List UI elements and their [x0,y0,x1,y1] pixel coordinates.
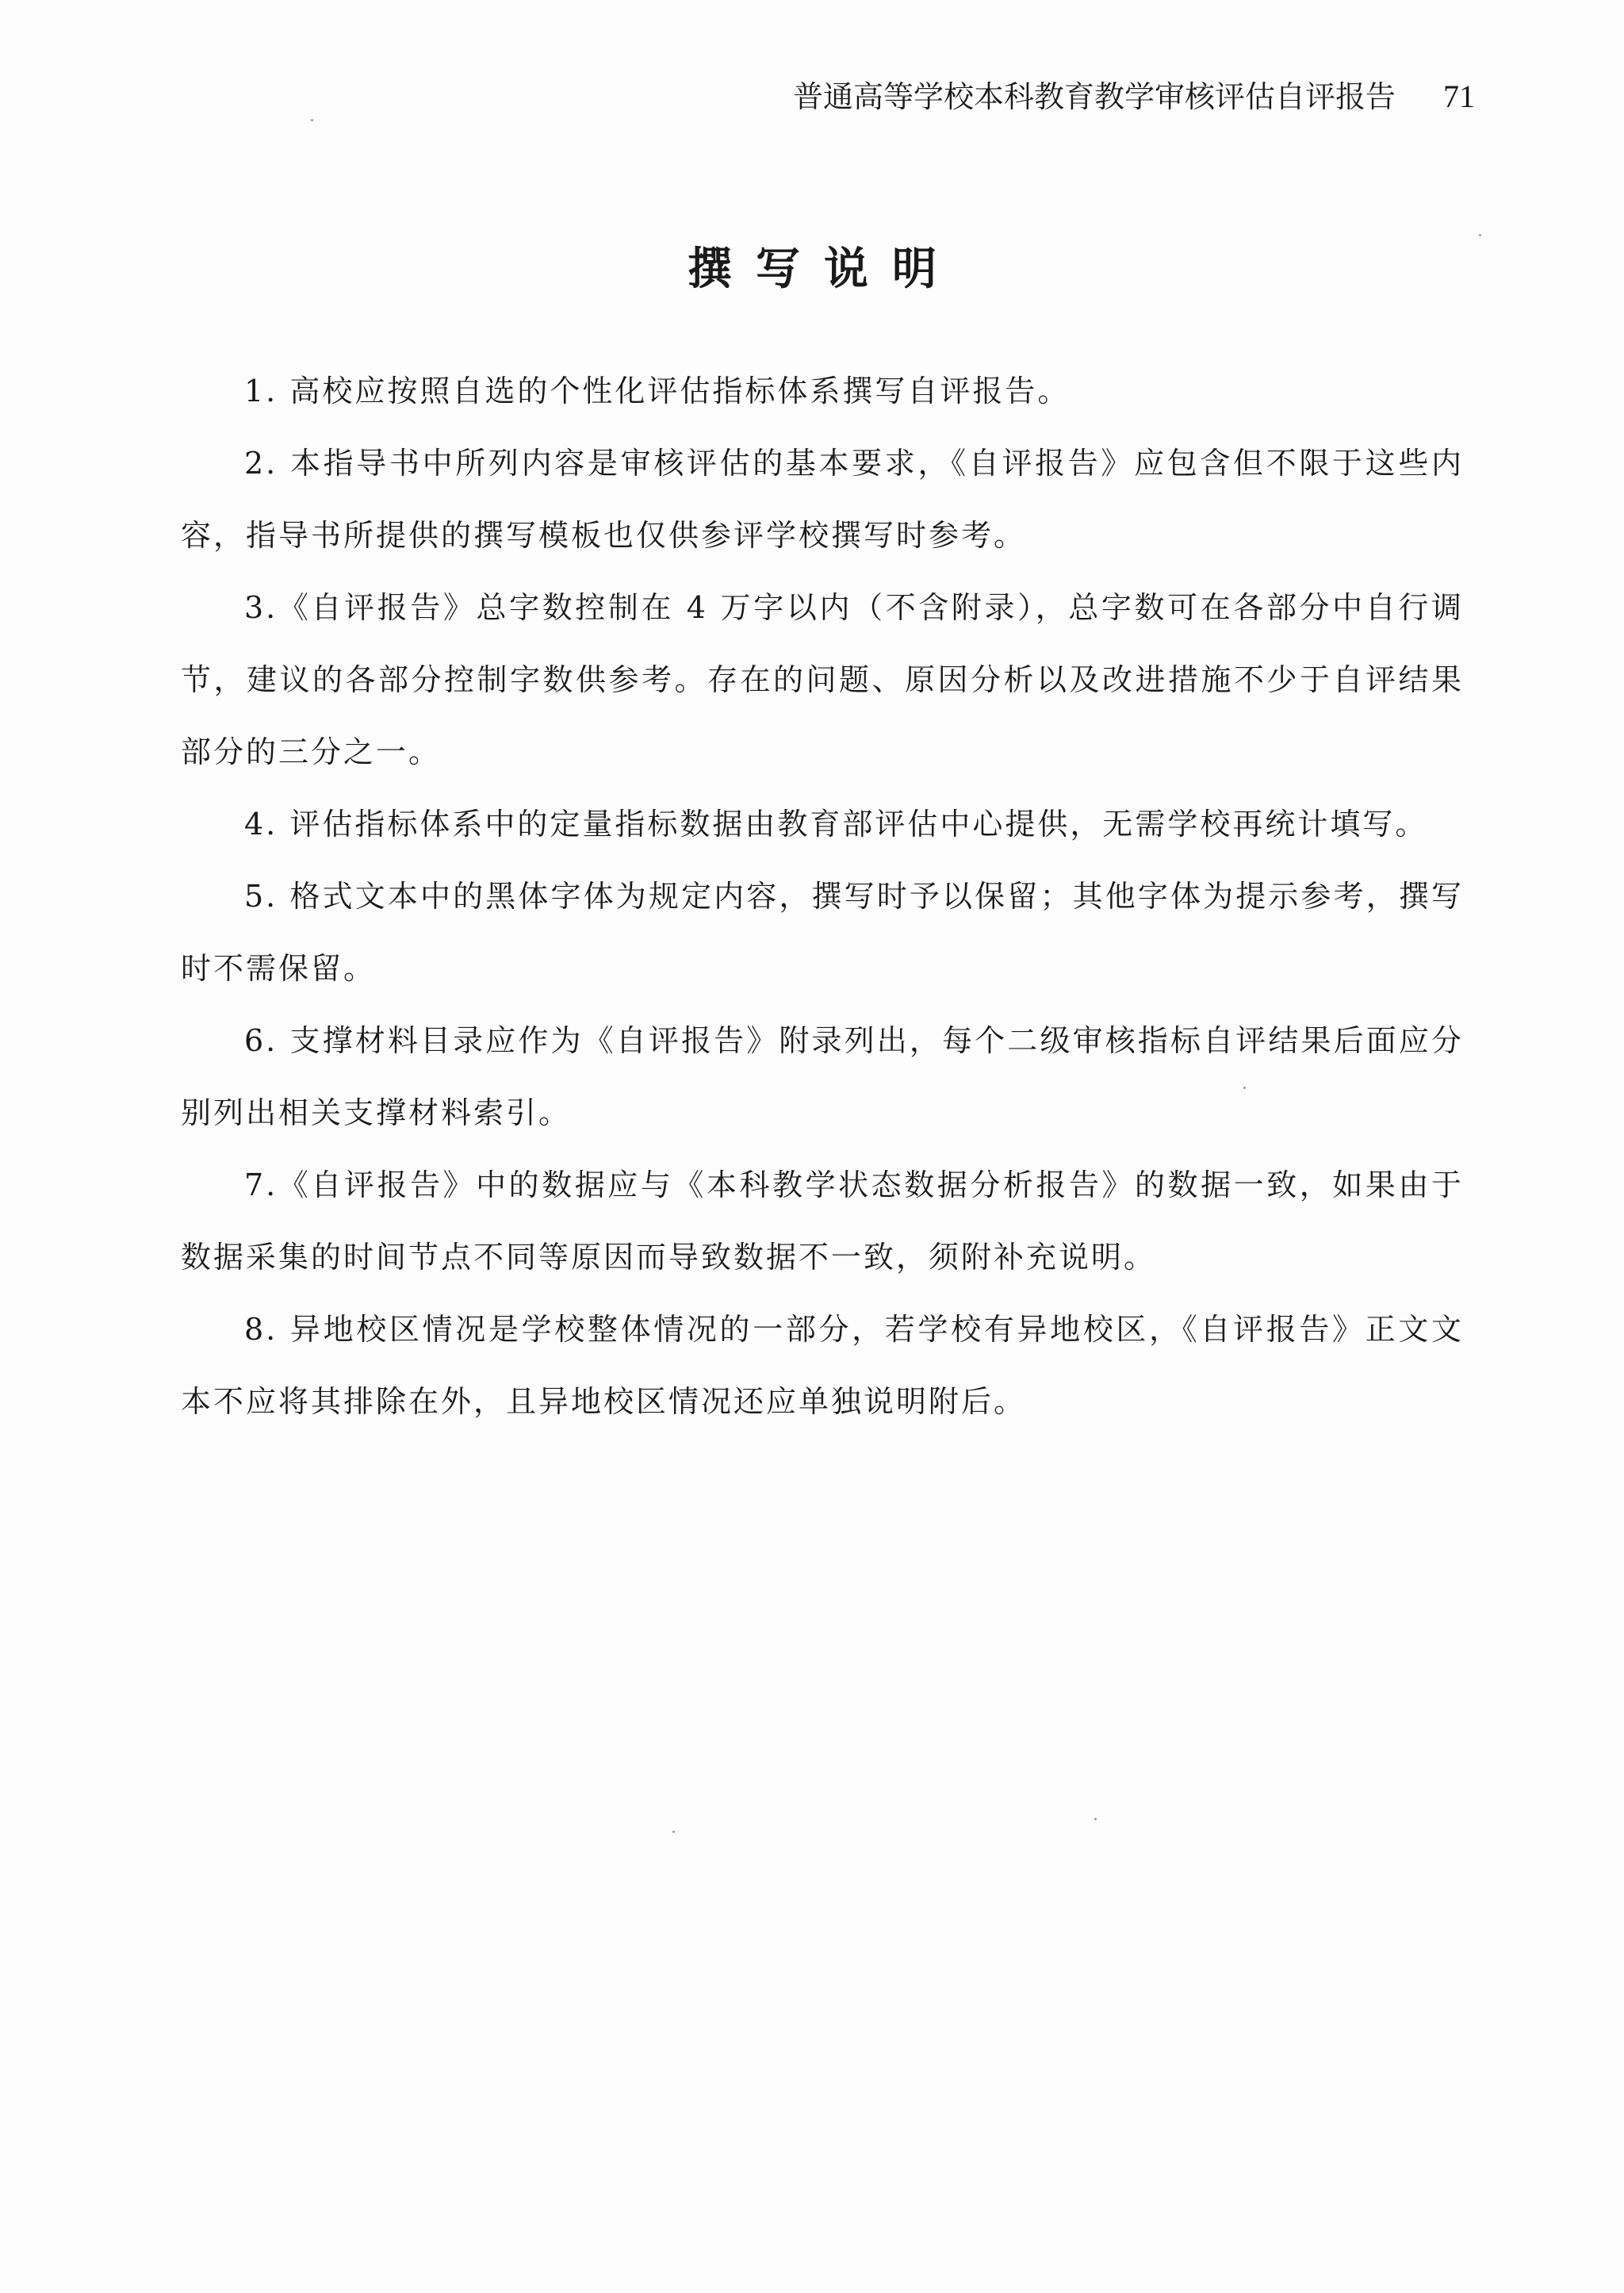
scan-speck [311,119,313,121]
instruction-item-3: 3.《自评报告》总字数控制在 4 万字以内（不含附录），总字数可在各部分中自行调节，建议的各部分控制字数供参考。存在的问题、原因分析以及改进措施不少于自评结果部分的三分之一。 [181,590,1464,769]
scan-speck [1243,1087,1246,1089]
scan-speck [672,1831,675,1833]
instruction-item-7: 7.《自评报告》中的数据应与《本科教学状态数据分析报告》的数据一致，如果由于数据采集的时间节点不同等原因而导致数据不一致，须附补充说明。 [181,1168,1464,1275]
scan-speck [1479,234,1481,236]
instruction-item-5: 5. 格式文本中的黑体字体为规定内容，撰写时予以保留；其他字体为提示参考，撰写时不需保留。 [181,879,1464,986]
instruction-item-2: 2. 本指导书中所列内容是审核评估的基本要求，《自评报告》应包含但不限于这些内容，指导书所提供的撰写模板也仅供参评学校撰写时参考。 [181,446,1464,553]
page-number: 71 [1443,79,1475,114]
running-header-title: 普通高等学校本科教育教学审核评估自评报告 [793,79,1396,114]
instruction-item-8: 8. 异地校区情况是学校整体情况的一部分，若学校有异地校区，《自评报告》正文文本不应将其排除在外，且异地校区情况还应单独说明附后。 [181,1312,1464,1419]
instruction-item-6: 6. 支撑材料目录应作为《自评报告》附录列出，每个二级审核指标自评结果后面应分别列出相关支撑材料索引。 [181,1023,1464,1130]
instructions-body [181,355,1464,1438]
section-title: 撰写说明 [688,243,960,295]
scan-speck [1094,1818,1097,1820]
instruction-item-4: 4. 评估指标体系中的定量指标数据由教育部评估中心提供，无需学校再统计填写。 [244,807,1428,842]
instruction-item-1: 1. 高校应按照自选的个性化评估指标体系撰写自评报告。 [244,374,1071,408]
